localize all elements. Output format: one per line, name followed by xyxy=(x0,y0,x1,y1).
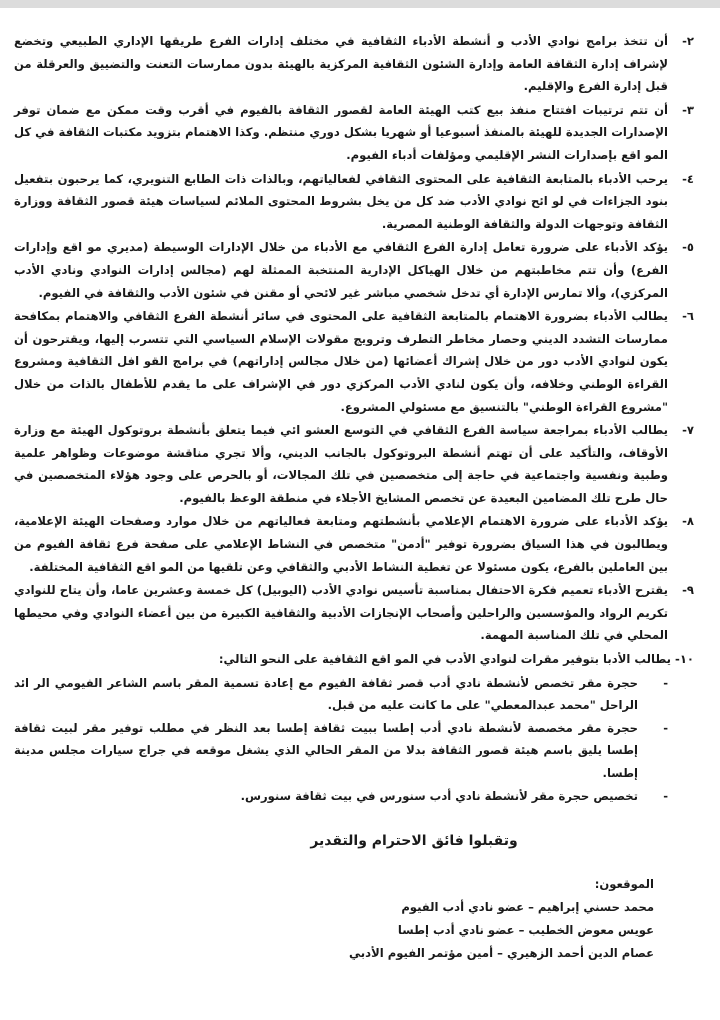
item-number: ٦- xyxy=(682,309,694,324)
scan-top-band xyxy=(0,0,720,8)
list-item-2 xyxy=(14,30,694,98)
item-text: يطالب الأدباء بمراجعة سياسة الفرع الثقافي في التوسع العشو ائي فيما يتعلق بأنشطة بروتوكول الهيئة مع وزارة الأوقاف، والتأكيد على أن تهتم أنشطة البروتوكول بالجانب الديني، وألا تجري مناقشة موضوعات وظواهر علمية وطبية ونفسية واجتماعية في حاجة إلى متخصصين في تلك المجالات، أو بالحرص على وجود هؤلاء المتخصصين في حال طرح تلك المضامين البعيدة عن تخصص المشايخ الأجلاء في منطقة الوعظ بالفيوم. xyxy=(14,423,668,505)
item-number: ٣- xyxy=(682,102,694,117)
bullet-item xyxy=(14,672,694,717)
item-text: ١٠- يطالب الأدبا بتوفير مقرات لنوادي الأدب في المو اقع الثقافية على النحو التالي: xyxy=(218,652,694,667)
item-10-bullets xyxy=(14,672,694,808)
dash-marker: - xyxy=(663,720,668,735)
item-text: يؤكد الأدباء على ضرورة تعامل إدارة الفرع الثقافي مع الأدباء من خلال الإدارات الوسيطة (مديري مو اقع وإدارات الفرع) وأن تتم مخاطبتهم من خلال الهياكل الإدارية المنتخبة الممثلة لهم (مجالس إدارات النوادي ونادي الأدب المركزي)، وألا تمارس الإدارة أي تدخل شخصي مباشر غير لائحي أو مقنن في شئون الأدب والثقافة في الفيوم. xyxy=(14,240,668,300)
list-item-4 xyxy=(14,168,694,236)
signer-name: عويس معوض الخطيب – عضو نادي أدب إطسا xyxy=(397,923,654,938)
item-number: ٧- xyxy=(682,423,694,438)
item-text: أن تتم ترتيبات افتتاح منفذ بيع كتب الهيئة العامة لقصور الثقافة بالفيوم في أقرب وقت ممكن مع ضمان توفر الإصدارات الجديدة للهيئة بالمنفذ أسبوعيا أو شهريا بشكل دوري منتظم. وكذا الاهتمام بتزويد مكتبات الثقافة في كل المو اقع بإصدارات النشر الإقليمي ومؤلفات أدباء الفيوم. xyxy=(14,102,668,162)
item-text: أن تتخذ برامج نوادي الأدب و أنشطة الأدباء الثقافية في مختلف إدارات الفرع طريقها الإداري الطبيعي وتخضع لإشراف إدارة الثقافة العامة وإدارة الشئون الثقافية المركزية بالهيئة بدون ممارسات التعنت والتضييق والعرقلة من قبل إدارة الفرع والإقليم. xyxy=(14,34,668,94)
bullet-text: تخصيص حجرة مقر لأنشطة نادي أدب سنورس في بيت ثقافة سنورس. xyxy=(240,788,638,803)
item-number: ٥- xyxy=(682,240,694,255)
item-number: ٢- xyxy=(682,34,694,48)
list-item-8 xyxy=(14,510,694,578)
signers-heading: الموقعون: xyxy=(594,877,654,892)
bullet-text: حجرة مقر تخصص لأنشطة نادي أدب قصر ثقافة الفيوم مع إعادة تسمية المقر باسم الشاعر الفيومي الر ائد الراحل "محمد عبدالمعطي" على ما كانت عليه من قبل. xyxy=(14,675,638,713)
list-item-10 xyxy=(14,648,694,671)
item-number: ٤- xyxy=(682,171,694,186)
dash-marker: - xyxy=(663,788,668,803)
item-text: يرحب الأدباء بالمتابعة الثقافية على المحتوى الثقافي لفعالياتهم، وبالذات ذات الطابع التنويري، كما يرحبون بتفعيل بنود الجزاءات في لو ائح نوادي الأدب ضد كل من يخل بشروط المحتوى الملائم لسياسات هيئة قصور الثقافة ووزارة الثقافة وتوجهات الدولة والثقافة الوطنية المصرية. xyxy=(14,171,668,231)
list-item-3 xyxy=(14,99,694,167)
item-number: ٩- xyxy=(682,583,694,598)
list-item-7 xyxy=(14,419,694,509)
signer-name: محمد حسني إبراهيم – عضو نادي أدب الفيوم xyxy=(401,900,654,915)
dash-marker: - xyxy=(663,675,668,690)
bullet-text: حجرة مقر مخصصة لأنشطة نادي أدب إطسا ببيت ثقافة إطسا بعد النظر في مطلب توفير مقر لبيت ثقافة إطسا يليق باسم هيئة قصور الثقافة بدلا من المقر الحالي الذي يشغل موقعه في جراج سيارات مجلس مدينة إطسا. xyxy=(14,720,638,780)
list-item-5 xyxy=(14,236,694,304)
item-text: يطالب الأدباء بضرورة الاهتمام بالمتابعة الثقافية على المحتوى في سائر أنشطة الفرع الثقافي والاهتمام بمكافحة ممارسات التشدد الديني وحصار مخاطر التطرف وترويج مقولات الإسلام السياسي التي تتسرب إليها، ويقترحون أن يكون لنوادي الأدب دور من خلال إشراك أعضائها (من خلال مجالس إداراتهم) في برامج القو افل الثقافية ومشروع القراءة الوطني وخلافه، وأن يكون لنادي الأدب المركزي دور في الإشراف على ما يقدم للأطفال بالذات من خلال "مشروع القراءة الوطني" بالتنسيق مع مسئولي المشروع. xyxy=(14,309,668,414)
signer-name: عصام الدين أحمد الزهيري – أمين مؤتمر الفيوم الأدبي xyxy=(349,946,654,961)
bullet-item xyxy=(14,717,694,785)
list-item-9 xyxy=(14,579,694,647)
closing-line: وتقبلوا فائق الاحترام والتقدير xyxy=(310,833,518,850)
item-text: يؤكد الأدباء على ضرورة الاهتمام الإعلامي بأنشطتهم ومتابعة فعالياتهم من خلال موارد وصفحات الهيئة الإعلامية، ويطالبون في هذا السياق بضرورة توفير "أدمن" متخصص في النشاط الإعلامي على صفحة فرع ثقافة الفيوم من بين العاملين بالفرع، يكون مسئولا عن تغطية النشاط الأدبي والثقافي وعن تلقيها من المو اقع الثقافية المختلفة. xyxy=(14,514,668,574)
list-item-6 xyxy=(14,305,694,418)
document-page xyxy=(14,30,694,965)
item-text: يقترح الأدباء تعميم فكرة الاحتفال بمناسبة تأسيس نوادي الأدب (اليوبيل) كل خمسة وعشرين عاما، وأن يتاح للنوادي تكريم الرواد والمؤسسين والراحلين وأصحاب الإنجازات الأدبية والثقافية الكبيرة من بين أعضاء النوادي وفي محيطها المحلي في تلك المناسبة المهمة. xyxy=(14,583,668,643)
item-number: ٨- xyxy=(682,514,694,529)
signers-block xyxy=(14,873,694,965)
bullet-item xyxy=(14,785,694,808)
